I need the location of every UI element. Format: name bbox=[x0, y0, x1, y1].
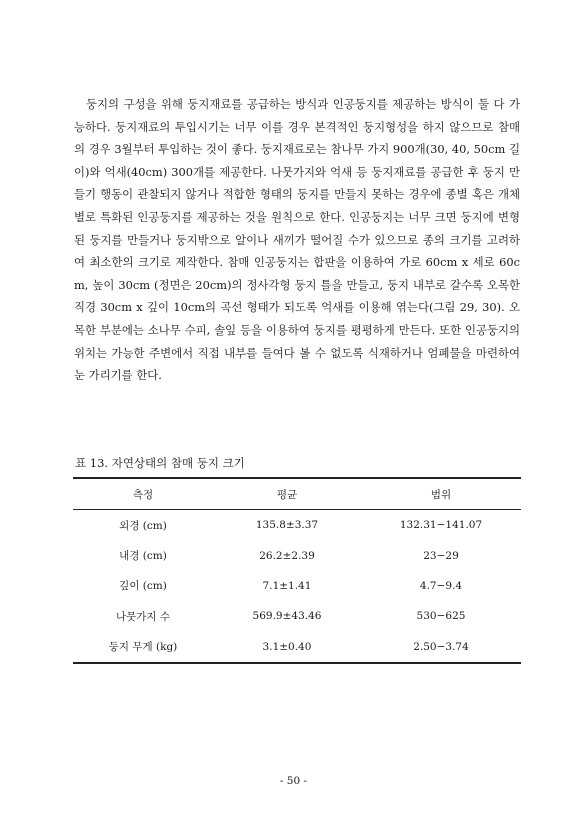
header-measurement: 측정 bbox=[73, 478, 213, 510]
nest-size-table bbox=[73, 477, 521, 664]
table-row bbox=[73, 540, 521, 570]
cell-measurement: 나뭇가지 수 bbox=[115, 610, 171, 623]
cell-measurement: 외경 (cm) bbox=[119, 519, 167, 532]
header-range: 범위 bbox=[361, 478, 521, 510]
page-number: - 50 - bbox=[279, 775, 308, 787]
table-caption: 표 13. 자연상태의 참매 둥지 크기 bbox=[75, 456, 245, 470]
cell-range: 4.7−9.4 bbox=[419, 579, 463, 592]
cell-mean: 569.9±43.46 bbox=[252, 610, 322, 623]
cell-range: 530−625 bbox=[416, 610, 466, 623]
cell-mean: 135.8±3.37 bbox=[255, 519, 319, 532]
header-mean: 평균 bbox=[213, 478, 361, 510]
cell-measurement: 둥지 무게 (kg) bbox=[73, 632, 213, 663]
table-row bbox=[73, 571, 521, 601]
table-header-row bbox=[73, 478, 521, 510]
body-paragraph: 둥지의 구성을 위해 둥지재료를 공급하는 방식과 인공둥지를 제공하는 방식이 둘 다 가능하다. 둥지재료의 투입시기는 너무 이를 경우 본격적인 둥지형성을 하지 않으므로 참매의 경우 3월부터 투입하는 것이 좋다. 둥지재료로는 참나무 가지 900개(30, 40, 50cm 길이)와 억새(40cm) 300개를 제공한다. 나뭇가지와 억새 등 둥지재료를 공급한 후 둥지 만들기 행동이 관찰되지 않거나 적합한 형태의 둥지를 만들지 못하는 경우에 종별 혹은 개체별로 특화된 인공둥지를 제공하는 것을 원칙으로 한다. 인공둥지는 너무 크면 둥지에 변형된 둥지를 만들거나 둥지밖으로 알이나 새끼가 떨어질 수가 있으므로 종의 크기를 고려하여 최소한의 크기로 제작한다. 참매 인공둥지는 합판을 이용하여 가로 60cm x 세로 60cm, 높이 30cm (정면은 20cm)의 정사각형 둥지 틀을 만들고, 둥지 내부로 갈수록 오목한 직경 30cm x 깊이 10cm의 곡선 형태가 되도록 억새를 이용해 엮는다(그림 29, 30). 오목한 부분에는 소나무 수피, 솔잎 등을 이용하여 둥지를 평평하게 만든다. 또한 인공둥지의 위치는 가능한 주변에서 직접 내부를 들여다 볼 수 없도록 식재하거나 엄폐물을 마련하여 눈 가리기를 한다. bbox=[74, 97, 520, 383]
cell-mean: 26.2±2.39 bbox=[259, 549, 315, 562]
cell-mean: 3.1±0.40 bbox=[213, 632, 361, 663]
table-row bbox=[73, 510, 521, 541]
table-row bbox=[73, 632, 521, 663]
cell-measurement: 내경 (cm) bbox=[119, 550, 167, 563]
table-row bbox=[73, 601, 521, 631]
cell-range: 132.31−141.07 bbox=[399, 519, 483, 532]
cell-measurement: 깊이 (cm) bbox=[119, 580, 167, 593]
cell-mean: 7.1±1.41 bbox=[262, 579, 312, 592]
cell-range: 2.50−3.74 bbox=[361, 632, 521, 663]
cell-range: 23−29 bbox=[423, 549, 459, 562]
